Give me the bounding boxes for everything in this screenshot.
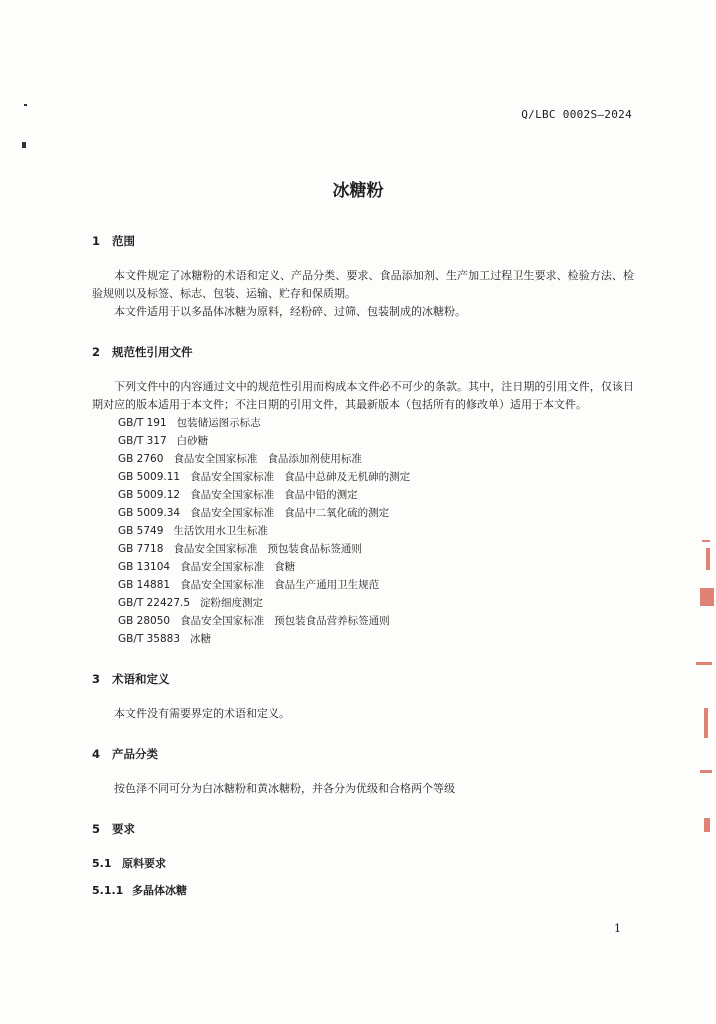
section-number: 5 [92,822,101,836]
seal-fragment [696,662,712,665]
section-title: 术语和定义 [112,672,170,686]
section-heading-4 [92,745,634,763]
paragraph: 下列文件中的内容通过文中的规范性引用而构成本文件必不可少的条款。其中，注日期的引用文件，仅该日期对应的版本适用于本文件；不注日期的引用文件，其最新版本（包括所有的修改单）适用于本文件。 [92,380,634,411]
paragraph: 本文件适用于以多晶体冰糖为原料，经粉碎、过筛、包装制成的冰糖粉。 [114,305,466,318]
section-title: 产品分类 [112,747,158,761]
seal-fragment [700,588,714,606]
seal-fragment [706,548,710,570]
section-number: 2 [92,345,101,359]
section-title: 要求 [112,822,135,836]
section-number: 1 [92,234,101,248]
reference-item: GB 14881 食品安全国家标准 食品生产通用卫生规范 [118,579,380,591]
section-title: 规范性引用文件 [112,345,193,359]
page-number: 1 [614,922,621,935]
section-number: 5.1.1 [92,884,124,897]
subsection-heading-5-1 [92,855,634,873]
reference-item: GB/T 35883 冰糖 [118,633,212,645]
reference-item: GB 13104 食品安全国家标准 食糖 [118,561,296,573]
reference-item: GB 7718 食品安全国家标准 预包装食品标签通则 [118,543,362,555]
reference-item: GB 28050 食品安全国家标准 预包装食品营养标签通则 [118,615,390,627]
reference-item: GB 5009.34 食品安全国家标准 食品中二氧化硫的测定 [118,507,390,519]
section-title: 范围 [112,234,135,248]
reference-item: GB 5009.11 食品安全国家标准 食品中总砷及无机砷的测定 [118,471,411,483]
paragraph: 本文件规定了冰糖粉的术语和定义、产品分类、要求、食品添加剂、生产加工过程卫生要求、检验方法、检验规则以及标签、标志、包装、运输、贮存和保质期。 [92,269,634,300]
subsection-heading-5-1-1 [92,882,634,900]
section-title: 多晶体冰糖 [132,884,187,897]
reference-item: GB 5749 生活饮用水卫生标准 [118,525,268,537]
seal-fragment [704,818,710,832]
section-heading-5 [92,820,634,838]
document-number: Q/LBC 0002S—2024 [521,108,632,121]
section-number: 5.1 [92,857,112,870]
reference-item: GB 5009.12 食品安全国家标准 食品中铅的测定 [118,489,358,501]
reference-item: GB/T 191 包装储运图示标志 [118,417,261,429]
paragraph: 按色泽不同可分为白冰糖粉和黄冰糖粉，并各分为优级和合格两个等级 [114,782,455,795]
reference-item: GB 2760 食品安全国家标准 食品添加剂使用标准 [118,453,362,465]
seal-fragment [704,708,708,738]
section-number: 4 [92,747,101,761]
document-body [92,232,634,900]
scan-mark [22,142,26,148]
seal-fragment [702,540,710,542]
paragraph: 本文件没有需要界定的术语和定义。 [114,707,290,720]
seal-fragment [700,770,712,773]
scan-mark [24,104,27,106]
section-number: 3 [92,672,101,686]
reference-list [92,414,634,648]
page-title: 冰糖粉 [332,181,384,201]
section-heading-1 [92,232,634,250]
section-heading-2 [92,343,634,361]
reference-item: GB/T 317 白砂糖 [118,435,209,447]
section-title: 原料要求 [122,857,166,870]
section-heading-3 [92,670,634,688]
reference-item: GB/T 22427.5 淀粉细度测定 [118,597,264,609]
